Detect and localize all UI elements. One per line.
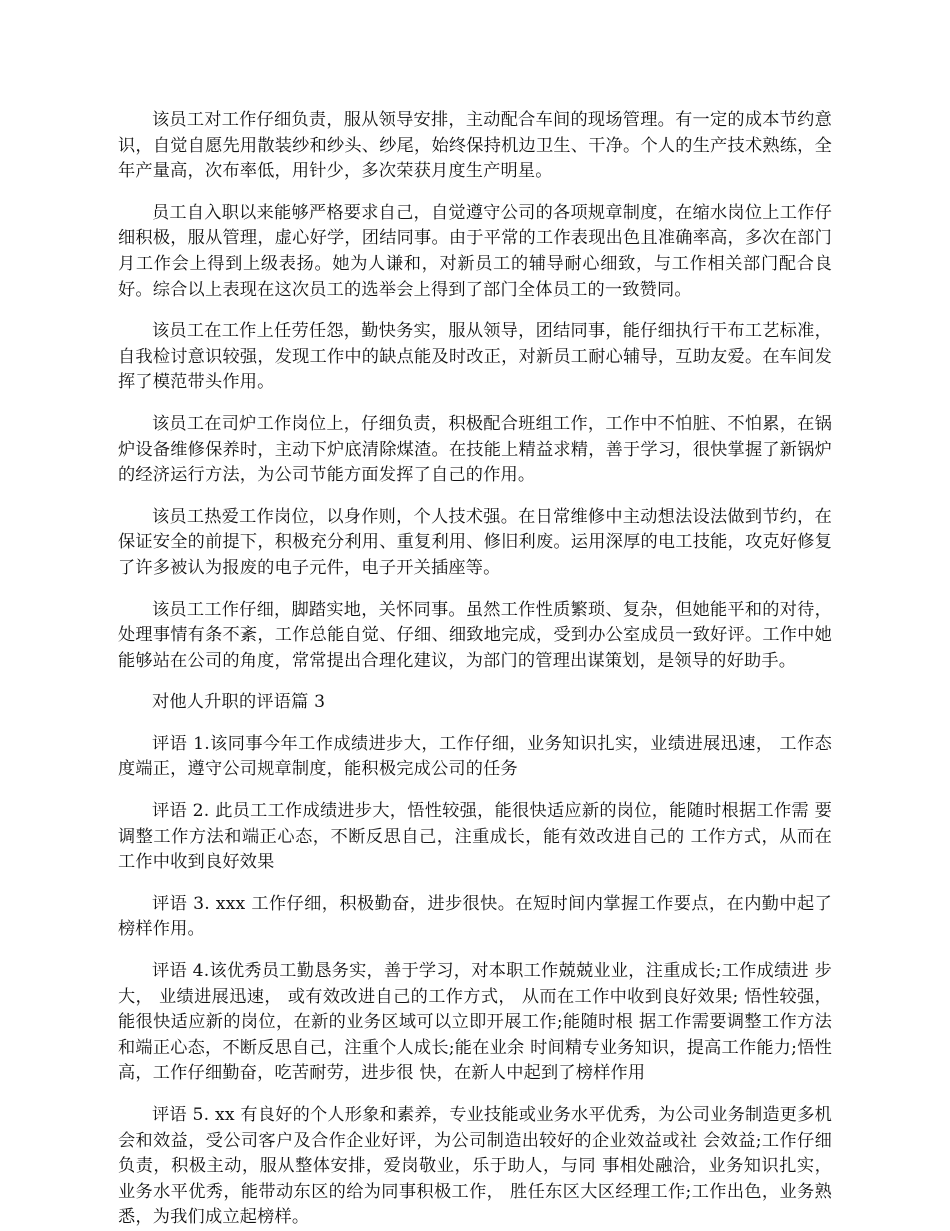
comment-2: 评语 2. 此员工工作成绩进步大，悟性较强，能很快适应新的岗位，能随时根据工作需 要调整工作方法和端正心态，不断反思自己，注重成长，能有效改进自己的 工作方式，从而在工作中收到良好效果 — [118, 801, 832, 873]
paragraph-6: 该员工工作仔细，脚踏实地，关怀同事。虽然工作性质繁琐、复杂，但她能平和的对待，处理事情有条不紊，工作总能自觉、仔细、细致地完成，受到办公室成员一致好评。工作中她能够站在公司的角度，常常提出合理化建议，为部门的管理出谋策划，是领导的好助手。 — [118, 599, 832, 671]
comment-3: 评语 3. xxx 工作仔细，积极勤奋，进步很快。在短时间内掌握工作要点，在内勤中起了榜样作用。 — [118, 893, 832, 940]
paragraph-4: 该员工在司炉工作岗位上，仔细负责，积极配合班组工作，工作中不怕脏、不怕累，在锅炉设备维修保养时，主动下炉底清除煤渣。在技能上精益求精，善于学习，很快掌握了新锅炉的经济运行方法，为公司节能方面发挥了自己的作用。 — [118, 413, 832, 486]
section-heading: 对他人升职的评语篇 3 — [152, 692, 326, 713]
paragraph-5: 该员工热爱工作岗位，以身作则，个人技术强。在日常维修中主动想法设法做到节约，在保证安全的前提下，积极充分利用、重复利用、修旧利废。运用深厚的电工技能，攻克好修复了许多被认为报废的电子元件，电子开关插座等。 — [118, 506, 832, 578]
paragraph-2: 员工自入职以来能够严格要求自己，自觉遵守公司的各项规章制度，在缩水岗位上工作仔细积极，服从管理，虚心好学，团结同事。由于平常的工作表现出色且准确率高，多次在部门月工作会上得到上级表扬。她为人谦和，对新员工的辅导耐心细致，与工作相关部门配合良好。综合以上表现在这次员工的选举会上得到了部门全体员工的一致赞同。 — [118, 202, 832, 300]
comment-4: 评语 4.该优秀员工勤恳务实，善于学习，对本职工作兢兢业业，注重成长;工作成绩进 步大， 业绩进展迅速， 或有效改进自己的工作方式， 从而在工作中收到良好效果; 悟性较强，能很快适应新的岗位，在新的业务区域可以立即开展工作;能随时根 据工作需要调整工作方法和端正心态，不断反思自己，注重个人成长;能在业余 时间精专业务知识，提高工作能力;悟性高，工作仔细勤奋，吃苦耐劳，进步很 快，在新人中起到了榜样作用 — [118, 961, 832, 1084]
comment-5: 评语 5. xx 有良好的个人形象和素养，专业技能或业务水平优秀，为公司业务制造更多机会和效益，受公司客户及合作企业好评，为公司制造出较好的企业效益或社 会效益;工作仔细负责，积极主动，服从整体安排，爱岗敬业，乐于助人，与同 事相处融洽，业务知识扎实，业务水平优秀，能带动东区的给为同事积极工作， 胜任东区大区经理工作;工作出色，业务熟悉，为我们成立起榜样。 — [118, 1105, 832, 1228]
paragraph-3: 该员工在工作上任劳任怨，勤快务实，服从领导，团结同事，能仔细执行干布工艺标准，自我检讨意识较强，发现工作中的缺点能及时改正，对新员工耐心辅导，互助友爱。在车间发挥了模范带头作用。 — [118, 321, 832, 393]
comment-1: 评语 1.该同事今年工作成绩进步大，工作仔细，业务知识扎实，业绩进展迅速， 工作态度端正，遵守公司规章制度，能积极完成公司的任务 — [118, 733, 832, 780]
paragraph-1: 该员工对工作仔细负责，服从领导安排，主动配合车间的现场管理。有一定的成本节约意识，自觉自愿先用散装纱和纱头、纱尾，始终保持机边卫生、干净。个人的生产技术熟练，全年产量高，次布率低，用针少，多次荣获月度生产明星。 — [118, 110, 832, 182]
